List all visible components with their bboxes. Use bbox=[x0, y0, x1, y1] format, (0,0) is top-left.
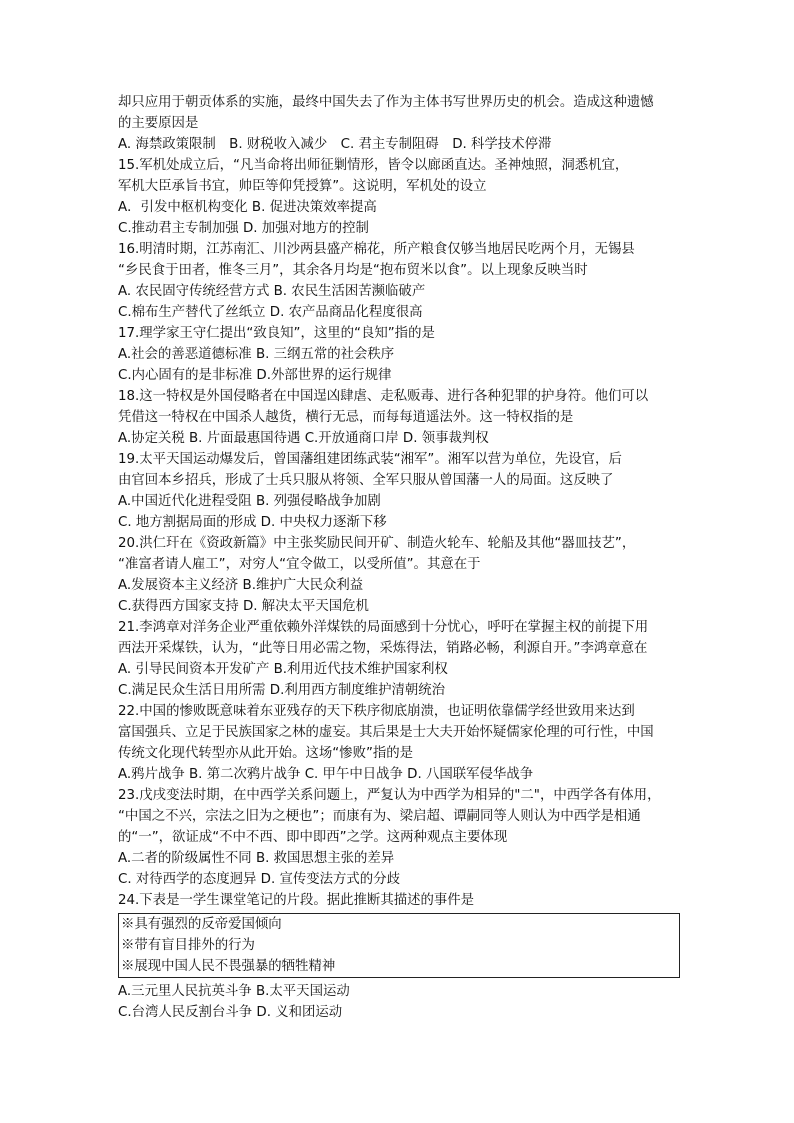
text-line: A. 海禁政策限制 B. 财税收入减少 C. 君主专制阻碍 D. 科学技术停滞 bbox=[118, 137, 552, 152]
text-line: A．引发中枢机构变化 B. 促进决策效率提高 bbox=[118, 200, 377, 215]
text-line: 17.理学家王守仁提出“致良知”，这里的“良知”指的是 bbox=[118, 326, 435, 341]
text-line: C.获得西方国家支持 D. 解决太平天国危机 bbox=[118, 599, 369, 614]
text-line: “乡民食于田者，惟冬三月”，其余各月均是“抱布贸米以食”。以上现象反映当时 bbox=[118, 263, 588, 278]
text-line: A.鸦片战争 B. 第二次鸦片战争 C. 甲午中日战争 D. 八国联军侵华战争 bbox=[118, 767, 534, 782]
question-text bbox=[118, 92, 688, 911]
text-line: A.中国近代化进程受阻 B. 列强侵略战争加剧 bbox=[118, 494, 381, 509]
text-line: A. 引导民间资本开发矿产 B.利用近代技术维护国家利权 bbox=[118, 662, 448, 677]
text-line: 16.明清时期，江苏南汇、川沙两县盛产棉花，所产粮食仅够当地居民吃两个月，无锡县 bbox=[118, 242, 635, 257]
text-line: “准富者请人雇工”，对穷人“宜令做工，以受所值”。其意在于 bbox=[118, 557, 481, 572]
text-line: A. 农民固守传统经营方式 B. 农民生活困苦濒临破产 bbox=[118, 284, 426, 299]
text-line: C.棉布生产替代了丝纸立 D. 农产品商品化程度很高 bbox=[118, 305, 423, 320]
text-line: 23.戊戌变法时期，在中西学关系问题上，严复认为中西学为相异的"二"，中西学各有体用， bbox=[118, 788, 661, 803]
text-line: 24.下表是一学生课堂笔记的片段。据此推断其描述的事件是 bbox=[118, 893, 475, 908]
text-line: 的主要原因是 bbox=[118, 116, 199, 131]
option-line: A.三元里人民抗英斗争 B.太平天国运动 bbox=[118, 984, 350, 999]
text-line: A.协定关税 B. 片面最惠国待遇 C.开放通商口岸 D. 领事裁判权 bbox=[118, 431, 489, 446]
text-line: A.二者的阶级属性不同 B. 救国思想主张的差异 bbox=[118, 851, 395, 866]
text-line: 却只应用于朝贡体系的实施，最终中国失去了作为主体书写世界历史的机会。造成这种遗憾 bbox=[118, 95, 654, 110]
text-line: 20.洪仁玕在《资政新篇》中主张奖励民间开矿、制造火轮车、轮船及其他“器皿技艺”， bbox=[118, 536, 636, 551]
note-line: ※带有盲目排外的行为 bbox=[121, 938, 255, 953]
note-line: ※展现中国人民不畏强暴的牺牲精神 bbox=[121, 959, 336, 974]
text-line: 的“一”，欲证成“不中不西、即中即西”之学。这两种观点主要体现 bbox=[118, 830, 508, 845]
document-page bbox=[118, 92, 688, 1023]
text-line: C.内心固有的是非标准 D.外部世界的运行规律 bbox=[118, 368, 392, 383]
text-line: A.社会的善恶道德标准 B. 三纲五常的社会秩序 bbox=[118, 347, 395, 362]
text-line: C. 地方割据局面的形成 D. 中央权力逐渐下移 bbox=[118, 515, 387, 530]
text-line: 由官回本乡招兵，形成了士兵只服从将领、全军只服从曾国藩一人的局面。这反映了 bbox=[118, 473, 614, 488]
text-line: C. 对待西学的态度迥异 D. 宣传变法方式的分歧 bbox=[118, 872, 400, 887]
text-line: 19.太平天国运动爆发后，曾国藩组建团练武装“湘军”。湘军以营为单位，先设官，后 bbox=[118, 452, 622, 467]
text-line: 凭借这一特权在中国杀人越货，横行无忌，而每每逍遥法外。这一特权指的是 bbox=[118, 410, 574, 425]
text-line: 22.中国的惨败既意味着东亚残存的天下秩序彻底崩溃，也证明依靠儒学经世致用来达到 bbox=[118, 704, 635, 719]
text-line: C.推动君主专制加强 D. 加强对地方的控制 bbox=[118, 221, 369, 236]
text-line: 18.这一特权是外国侵略者在中国逞凶肆虐、走私贩毒、进行各种犯罪的护身符。他们可以 bbox=[118, 389, 649, 404]
text-line: “中国之不兴，宗法之旧为之梗也”；而康有为、梁启超、谭嗣同等人则认为中西学是相通 bbox=[118, 809, 641, 824]
notes-table bbox=[118, 913, 680, 978]
text-line: 西法开采煤铁，认为，“此等日用必需之物，采炼得法，销路必畅，利源自开。”李鸿章意在 bbox=[118, 641, 648, 656]
note-line: ※具有强烈的反帝爱国倾向 bbox=[121, 917, 282, 932]
text-line: 21.李鸿章对洋务企业严重依赖外洋煤铁的局面感到十分忧心，呼吁在掌握主权的前提下用 bbox=[118, 620, 649, 635]
text-line: 15.军机处成立后，“凡当命将出师征剿情形，皆令以廊函直达。圣神烛照，洞悉机宜， bbox=[118, 158, 629, 173]
option-line: C.台湾人民反割台斗争 D. 义和团运动 bbox=[118, 1005, 343, 1020]
text-line: C.满足民众生活日用所需 D.利用西方制度维护清朝统治 bbox=[118, 683, 446, 698]
text-line: 军机大臣承旨书宜，帅臣等仰凭授算”。这说明，军机处的设立 bbox=[118, 179, 487, 194]
text-line: 传统文化现代转型亦从此开始。这场“惨败”指的是 bbox=[118, 746, 414, 761]
text-line: A.发展资本主义经济 B.维护广大民众利益 bbox=[118, 578, 364, 593]
text-line: 富国强兵、立足于民族国家之林的虚妄。其后果是士大夫开始怀疑儒家伦理的可行性，中国 bbox=[118, 725, 654, 740]
q24-options bbox=[118, 981, 688, 1023]
